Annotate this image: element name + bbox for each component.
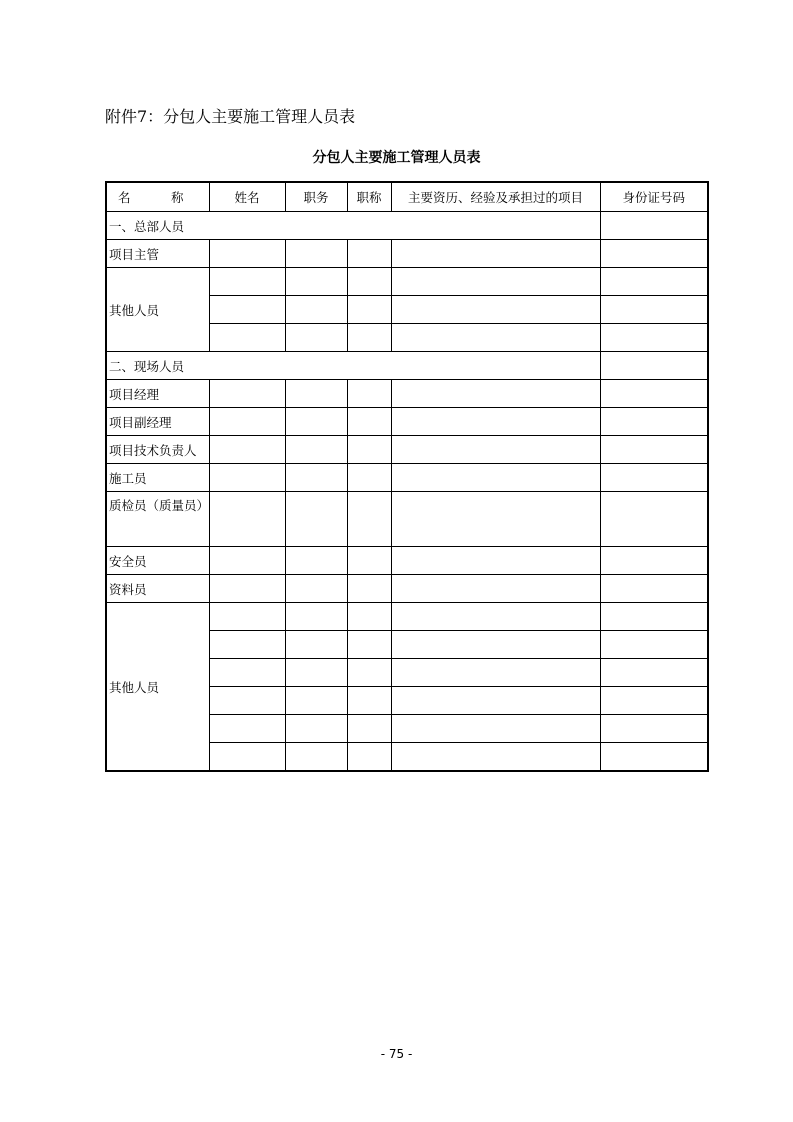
table-row — [106, 603, 708, 631]
column-header-person: 姓名 — [209, 182, 285, 212]
table-cell — [391, 687, 600, 715]
table-cell — [600, 659, 708, 687]
table-cell — [600, 715, 708, 743]
table-row — [106, 575, 708, 603]
table-row — [106, 408, 708, 436]
table-cell — [391, 575, 600, 603]
table-cell — [209, 324, 285, 352]
table-cell — [347, 603, 391, 631]
table-cell — [209, 268, 285, 296]
table-cell — [285, 743, 347, 772]
table-cell — [285, 240, 347, 268]
table-cell — [391, 715, 600, 743]
table-cell — [347, 324, 391, 352]
row-label: 其他人员 — [106, 603, 209, 772]
table-cell — [285, 296, 347, 324]
table-cell — [285, 464, 347, 492]
table-cell — [209, 492, 285, 547]
table-row — [106, 464, 708, 492]
table-cell — [285, 268, 347, 296]
section-label: 二、现场人员 — [106, 352, 600, 380]
row-label: 质检员（质量员） — [106, 492, 209, 547]
table-cell — [209, 296, 285, 324]
table-cell — [391, 743, 600, 772]
row-label: 项目技术负责人 — [106, 436, 209, 464]
table-cell — [347, 408, 391, 436]
page-number: - 75 - — [380, 1047, 413, 1061]
column-header-experience: 主要资历、经验及承担过的项目 — [391, 182, 600, 212]
table-row — [106, 436, 708, 464]
table-cell — [347, 464, 391, 492]
table-cell — [600, 352, 708, 380]
table-cell — [209, 659, 285, 687]
table-cell — [285, 324, 347, 352]
table-cell — [209, 631, 285, 659]
document-title: 分包人主要施工管理人员表 — [312, 150, 481, 166]
table-cell — [391, 296, 600, 324]
table-cell — [600, 324, 708, 352]
table-row — [106, 492, 708, 547]
table-cell — [285, 547, 347, 575]
table-cell — [600, 464, 708, 492]
table-cell — [391, 324, 600, 352]
staff-table — [105, 181, 709, 772]
row-label: 施工员 — [106, 464, 209, 492]
table-cell — [209, 240, 285, 268]
table-cell — [285, 687, 347, 715]
table-cell — [209, 408, 285, 436]
table-cell — [600, 296, 708, 324]
table-cell — [285, 492, 347, 547]
table-cell — [347, 380, 391, 408]
section-row-headquarters — [106, 212, 708, 240]
table-cell — [347, 631, 391, 659]
table-cell — [391, 464, 600, 492]
table-cell — [209, 743, 285, 772]
row-label: 安全员 — [106, 547, 209, 575]
table-cell — [285, 436, 347, 464]
table-cell — [600, 408, 708, 436]
table-cell — [600, 436, 708, 464]
table-cell — [347, 268, 391, 296]
table-cell — [391, 631, 600, 659]
table-cell — [209, 687, 285, 715]
table-cell — [391, 659, 600, 687]
table-cell — [600, 492, 708, 547]
column-header-name: 名 称 — [106, 182, 209, 212]
table-cell — [600, 631, 708, 659]
table-cell — [600, 268, 708, 296]
table-cell — [391, 436, 600, 464]
table-cell — [285, 715, 347, 743]
table-cell — [391, 603, 600, 631]
table-cell — [391, 547, 600, 575]
table-cell — [347, 743, 391, 772]
table-header-row — [106, 182, 708, 212]
column-header-title: 职称 — [347, 182, 391, 212]
table-cell — [285, 603, 347, 631]
column-header-position: 职务 — [285, 182, 347, 212]
row-label: 项目经理 — [106, 380, 209, 408]
table-row — [106, 268, 708, 296]
table-cell — [347, 687, 391, 715]
table-cell — [285, 575, 347, 603]
table-cell — [391, 380, 600, 408]
table-cell — [285, 380, 347, 408]
table-cell — [347, 547, 391, 575]
row-label: 其他人员 — [106, 268, 209, 352]
table-cell — [209, 715, 285, 743]
row-label: 项目主管 — [106, 240, 209, 268]
table-row — [106, 240, 708, 268]
table-cell — [347, 240, 391, 268]
table-cell — [600, 380, 708, 408]
table-cell — [347, 492, 391, 547]
table-row — [106, 380, 708, 408]
table-cell — [600, 687, 708, 715]
table-cell — [347, 715, 391, 743]
table-cell — [285, 631, 347, 659]
table-cell — [209, 380, 285, 408]
table-row — [106, 547, 708, 575]
attachment-heading: 附件7：分包人主要施工管理人员表 — [105, 107, 356, 126]
table-cell — [209, 575, 285, 603]
table-cell — [600, 212, 708, 240]
table-cell — [209, 603, 285, 631]
table-cell — [391, 268, 600, 296]
table-cell — [600, 743, 708, 772]
table-cell — [209, 547, 285, 575]
table-cell — [209, 436, 285, 464]
table-cell — [209, 464, 285, 492]
table-cell — [391, 492, 600, 547]
table-cell — [600, 240, 708, 268]
table-cell — [347, 575, 391, 603]
section-label: 一、总部人员 — [106, 212, 600, 240]
row-label: 项目副经理 — [106, 408, 209, 436]
table-cell — [347, 659, 391, 687]
table-cell — [600, 603, 708, 631]
table-cell — [347, 436, 391, 464]
table-cell — [391, 240, 600, 268]
row-label: 资料员 — [106, 575, 209, 603]
table-cell — [600, 575, 708, 603]
table-cell — [285, 408, 347, 436]
section-row-site — [106, 352, 708, 380]
table-cell — [347, 296, 391, 324]
table-cell — [285, 659, 347, 687]
table-cell — [391, 408, 600, 436]
table-cell — [600, 547, 708, 575]
column-header-id-number: 身份证号码 — [600, 182, 708, 212]
